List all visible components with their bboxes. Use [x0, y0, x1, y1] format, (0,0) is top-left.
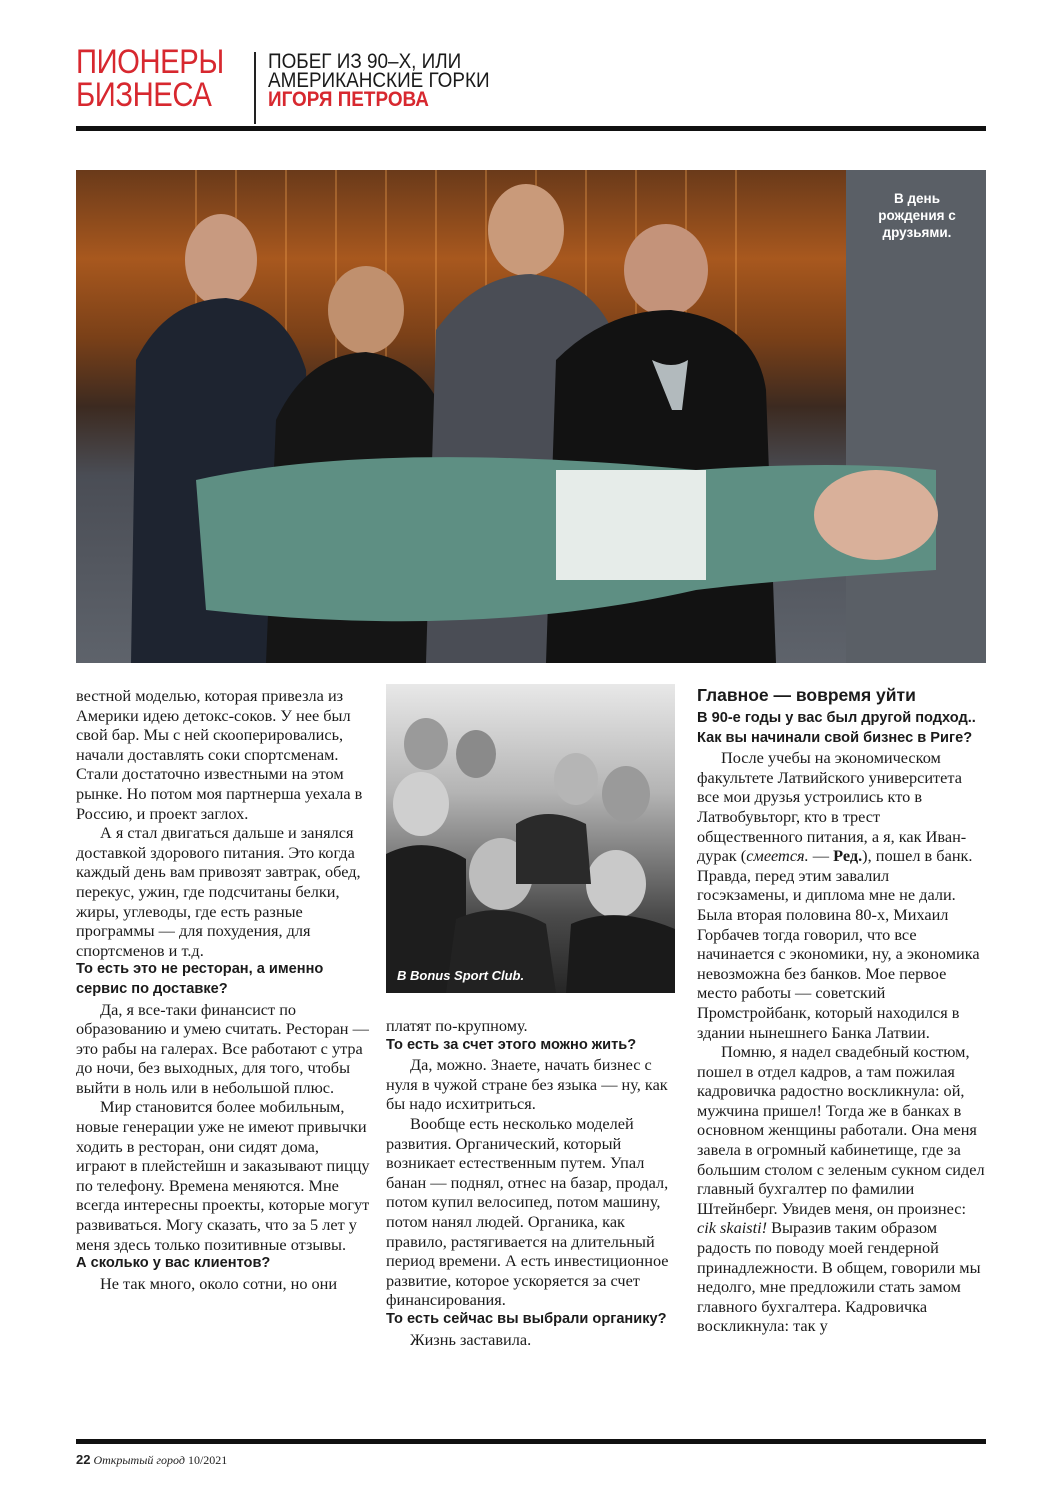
paragraph [697, 1042, 985, 1336]
article-column-3 [697, 684, 985, 1336]
issue-number: 10/2021 [187, 1453, 228, 1467]
paragraph: платят по-крупному. [386, 1016, 528, 1035]
magazine-name: Открытый город [93, 1453, 185, 1467]
section-label [76, 43, 227, 114]
text-run: После учебы на экономическом факультете Латвийского университета все мои друзья устроились кто в Латвобувьторг, кто в трест общественного питания, а я, как Иван-дурак ( [697, 748, 967, 866]
article-title-line1: ПОБЕГ ИЗ 90–Х, ИЛИ [268, 50, 462, 73]
paragraph: Да, можно. Знаете, начать бизнес с нуля в чужой стране без языка — ну, как бы надо исхитриться. [386, 1055, 668, 1114]
article-column-1 [76, 686, 372, 1293]
text-run: Выразив таким образом радость по поводу моей гендерной принадлежности. В общем, говорили мы недолго, мне предложили стать замом главного бухгалтера. Кадровичка воскликнула: так у [697, 1218, 981, 1336]
footer [76, 1452, 227, 1468]
paragraph: Да, я все-таки финансист по образованию и умею считать. Ресторан — это рабы на галерах. Все работают с утра до ночи, без выходных, для того, чтобы выйти в ноль или в небольшой плюс. [76, 999, 369, 1097]
interview-question: В 90-е годы у вас был другой подход.. Как вы начинали свой бизнес в Риге? [697, 710, 976, 746]
footer-rule [76, 1439, 986, 1444]
header-rule [76, 126, 986, 131]
paragraph: А я стал двигаться дальше и занялся доставкой здорового питания. Это когда каждый день вам привозят завтрак, обед, перекус, ужин, где подсчитаны белки, жиры, углеводы, где есть разные программы — для похудения, для спортсменов и т.д. [76, 823, 361, 960]
subheading: Главное — вовремя уйти [697, 685, 916, 705]
interview-question: А сколько у вас клиентов? [76, 1255, 271, 1272]
section-label-line1: ПИОНЕРЫ [76, 43, 224, 81]
paragraph: Мир становится более мобильным, новые генерации уже не имеют привычки ходить в ресторан, они сидят дома, играют в плейстейшн и заказывают пиццу по телефону. Времена меняются. Мне всегда интересны проекты, которые могут развиваться. Могу сказать, что за 5 лет у меня здесь только позитивные отзывы. [76, 1097, 370, 1254]
main-photo-illustration [76, 170, 986, 663]
paragraph: вестной моделью, которая привезла из Америки идею детокс-соков. У нее был свой бар. Мы с ней скооперировались, начали доставлять соки спортсменам. Стали достаточно известными на этом рынке. Но потом моя партнерша уехала в Россию, и проект заглох. [76, 686, 363, 823]
aside-laughs: смеется. [746, 846, 809, 866]
interview-question: То есть за счет этого можно жить? [386, 1036, 637, 1053]
section-label-line2: БИЗНЕСА [76, 76, 212, 114]
editor-mark: Ред. [833, 846, 863, 866]
text-run: — [808, 846, 834, 866]
paragraph: Вообще есть несколько моделей развития. Органический, который возникает естественным путем. Упал банан — поднял, отнес на базар, продал, потом купил велосипед, потом машину, потом нанял людей. Органика, как правило, растягивается на длительный период времени. А есть инвестиционное развитие, которое ускоряется за счет финансирования. [386, 1113, 669, 1310]
small-photo [386, 684, 675, 993]
text-run: ), пошел в банк. Правда, перед этим завалил госэкзамены, и диплома мне не дали. Была вторая половина 80-х, Михаил Горбачев тогда говорил, что все начинается с экономики, ну, а экономика невозможна без банков. Мое первое место работы — советский Промстройбанк, который находился в здании нынешнего Банка Латвии. [697, 846, 980, 1042]
interview-question: То есть сейчас вы выбрали органику? [386, 1310, 667, 1327]
article-title-line2: АМЕРИКАНСКИЕ ГОРКИ [268, 69, 490, 92]
page-number: 22 [76, 1452, 91, 1467]
text-run: Помню, я надел свадебный костюм, пошел в отдел кадров, а там пожилая кадровичка радостно воскликнула: ой, мужчина пришел! Тогда же в банках в основном женщины работали. Она меня завела в огромный кабинетище, где за большим столом с зеленым сукном сидел главный бухгалтер по фамилии Штейнберг. Увидев меня, он произнес: [697, 1042, 985, 1218]
article-title [268, 52, 628, 109]
article-column-2 [386, 1016, 678, 1349]
interview-question: То есть это не ресторан, а именно сервис по доставке? [76, 961, 324, 997]
article-title-line3: ИГОРЯ ПЕТРОВА [268, 88, 429, 111]
header-divider [254, 52, 256, 124]
main-photo-caption: В день рождения с друзьями. [878, 191, 956, 240]
small-photo-caption: В Bonus Sport Club. [397, 968, 525, 983]
paragraph [697, 748, 985, 1042]
latvian-phrase: cik skaisti! [697, 1218, 768, 1238]
paragraph: Жизнь заставила. [410, 1329, 532, 1349]
main-photo [76, 170, 986, 663]
small-photo-illustration [386, 684, 675, 993]
paragraph: Не так много, около сотни, но они [100, 1273, 338, 1293]
